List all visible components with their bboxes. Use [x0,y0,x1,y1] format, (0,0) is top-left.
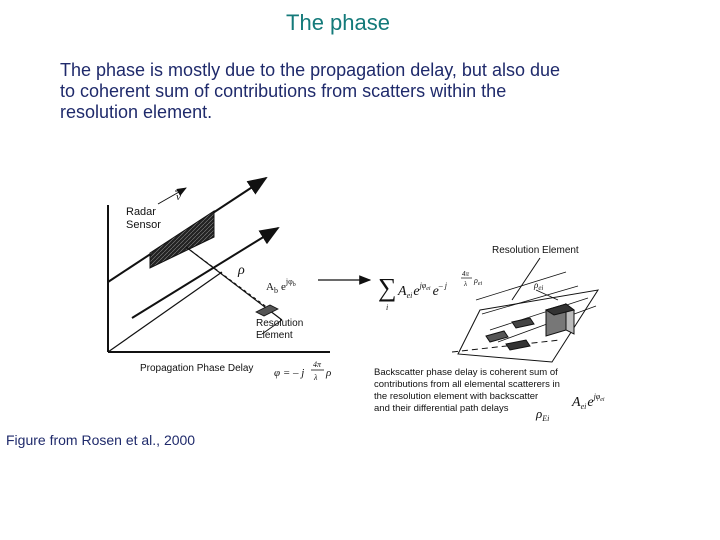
sum-exp-4pi: 4π [462,270,470,278]
phase-formula-lambda: λ [314,373,318,382]
range-rho-label: ρ [238,263,245,278]
slide-title: The phase [286,10,390,35]
sum-formula: $A_{ei}e^{j\varphi}ei$ $e^{- j}$ [398,281,448,300]
backscatter-rho: $\rho_{Ei}$ [536,406,550,423]
phase-formula-rho: ρ [326,367,332,379]
backscatter-amp-label: $A_b$ $e^{j\varphi}b$ [266,277,296,295]
sum-symbol: ∑ [378,273,397,302]
sum-exp-rho: $\rho_{ei}$ [474,276,483,287]
right-diagram [452,258,598,362]
velocity-arrow [158,188,186,204]
backscatter-line: and their differential path delays [374,403,509,414]
paragraph-line: to coherent sum of contributions from scatters within the [60,81,507,101]
velocity-label: v [176,191,181,203]
phase-formula-4pi: 4π [313,360,322,369]
backscatter-line: the resolution element with backscatter [374,391,539,402]
sum-index: i [386,303,389,312]
sensor-label: Sensor [126,219,161,231]
title-leader [512,258,540,300]
building-scatterer [546,304,574,336]
phase-formula: φ = – j [274,367,305,379]
backscatter-formula: $A_{ei}e^{j\varphi}ei$ [572,392,605,411]
sum-exp-lambda: λ [464,280,468,288]
res-elem-label: Resolution [256,318,304,329]
figure-caption: Figure from Rosen et al., 2000 [6,432,196,448]
backscatter-line: Backscatter phase delay is coherent sum of [374,367,558,378]
rho-ei-label: $\rho_{ei}$ [534,280,544,292]
backscatter-line: contributions from all elemental scatterers in [374,379,560,390]
diagonal-baseline [108,272,222,352]
res-elem-label-2: Element [256,330,293,341]
paragraph-line: resolution element. [60,102,213,122]
resolution-element-title: Resolution Element [492,245,579,256]
paragraph-line: The phase is mostly due to the propagation delay, but also due [60,60,560,80]
prop-delay-label: Propagation Phase Delay [140,363,254,374]
scatterer [486,331,508,342]
scatterer [506,340,530,350]
scatterer [512,318,534,328]
radar-label: Radar [126,206,156,218]
path-line [476,272,566,300]
plane-edge [452,340,560,352]
